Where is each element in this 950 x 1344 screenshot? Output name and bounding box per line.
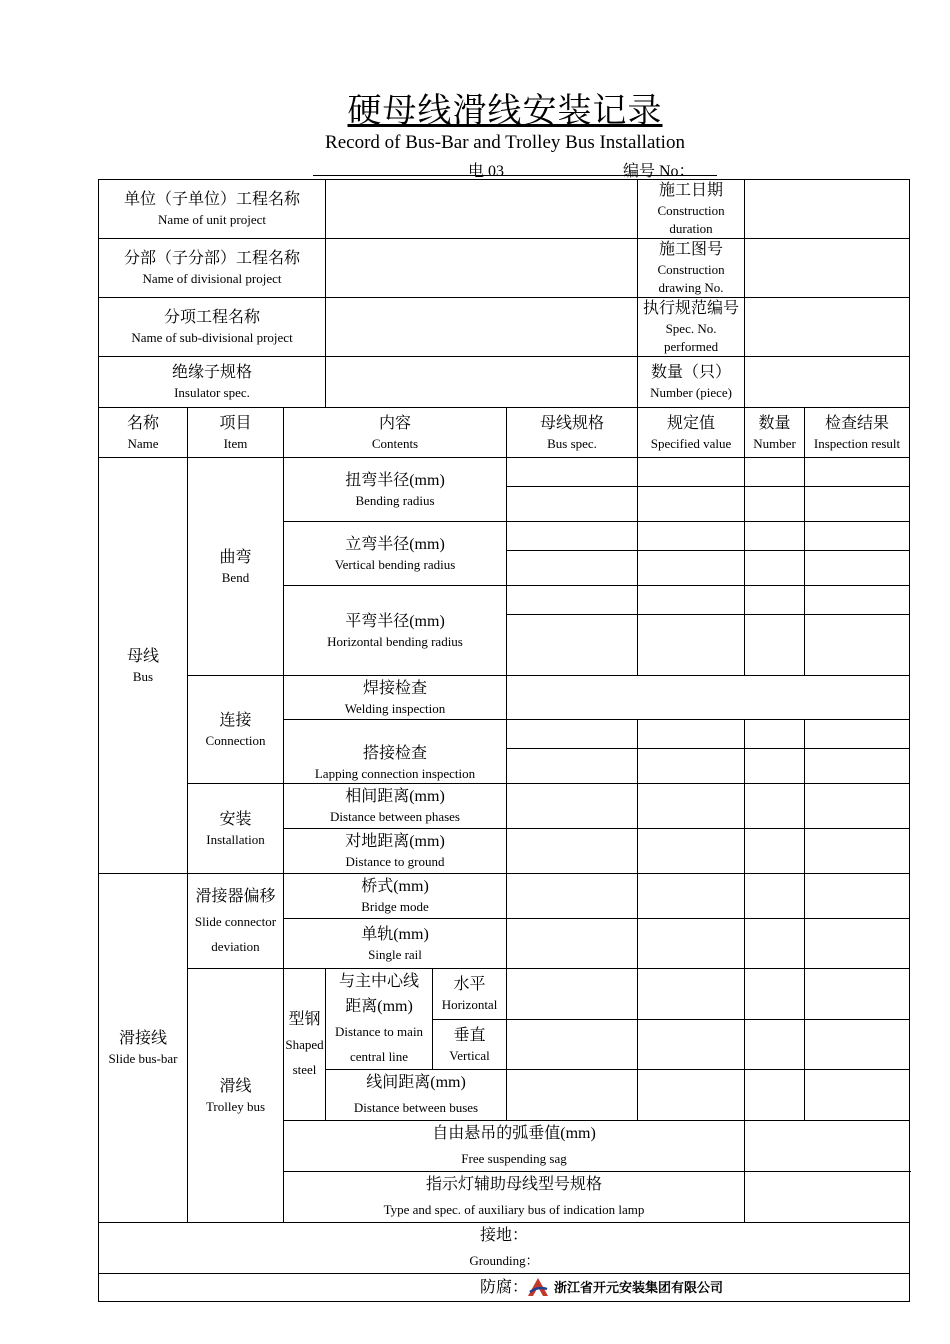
trolley-item-label: 滑线 Trolley bus [188, 969, 284, 1223]
spec-no-field[interactable] [745, 298, 910, 357]
col-inspection-result: 检查结果 Inspection result [805, 408, 910, 458]
data-cell[interactable] [638, 586, 745, 615]
info-row [99, 239, 910, 298]
table-row [99, 784, 910, 829]
data-cell[interactable] [507, 522, 638, 551]
shaped-steel-label: 型钢 Shaped steel [284, 969, 326, 1121]
data-cell[interactable] [805, 919, 910, 969]
divisional-project-label: 分部（子分部）工程名称 Name of divisional project [99, 239, 326, 298]
spec-no-label: 执行规范编号 Spec. No. performed [638, 298, 745, 357]
connection-item-label: 连接 Connection [188, 676, 284, 784]
phase-distance-label: 相间距离(mm) Distance between phases [284, 784, 507, 829]
data-cell[interactable] [507, 874, 638, 919]
data-cell[interactable] [638, 969, 745, 1020]
data-cell[interactable] [638, 458, 745, 487]
data-cell[interactable] [805, 1070, 910, 1121]
free-sag-field[interactable] [745, 1121, 910, 1172]
welding-inspection-label: 焊接检查 Welding inspection [284, 676, 507, 720]
data-cell[interactable] [805, 969, 910, 1020]
anticorrosion-row [99, 1274, 910, 1302]
installation-item-label: 安装 Installation [188, 784, 284, 874]
slide-deviation-label: 滑接器偏移 Slide connector deviation [188, 874, 284, 969]
data-cell[interactable] [805, 720, 910, 749]
lapping-inspection-label: 搭接检查 Lapping connection inspection [284, 720, 507, 784]
data-cell[interactable] [638, 551, 745, 586]
data-cell[interactable] [507, 1070, 638, 1121]
data-cell[interactable] [507, 829, 638, 874]
data-cell[interactable] [745, 1020, 805, 1070]
record-table [98, 179, 910, 1302]
table-row [99, 874, 910, 919]
data-cell[interactable] [745, 458, 805, 487]
data-cell[interactable] [507, 458, 638, 487]
data-cell[interactable] [638, 615, 745, 676]
grounding-row [99, 1223, 910, 1274]
page-subtitle: Record of Bus-Bar and Trolley Bus Installation [325, 132, 685, 153]
data-cell[interactable] [507, 551, 638, 586]
main-center-distance-label: 与主中心线 距离(mm) Distance to main central line [326, 969, 433, 1070]
insulator-spec-label: 绝缘子规格 Insulator spec. [99, 357, 326, 408]
data-cell[interactable] [638, 829, 745, 874]
data-cell[interactable] [507, 615, 638, 676]
data-cell[interactable] [638, 919, 745, 969]
data-cell[interactable] [638, 749, 745, 784]
vertical-label: 垂直 Vertical [433, 1020, 507, 1070]
data-cell[interactable] [745, 487, 805, 522]
bend-item-label: 曲弯 Bend [188, 458, 284, 676]
data-cell[interactable] [638, 487, 745, 522]
data-cell[interactable] [745, 919, 805, 969]
table-row [99, 676, 910, 720]
data-cell[interactable] [805, 874, 910, 919]
data-cell[interactable] [507, 720, 638, 749]
data-cell[interactable] [638, 522, 745, 551]
page-title: 硬母线滑线安装记录 [347, 91, 663, 131]
indicator-lamp-field[interactable] [745, 1172, 910, 1223]
vertical-bending-radius-label: 立弯半径(mm) Vertical bending radius [284, 522, 507, 586]
bending-radius-label: 扭弯半径(mm) Bending radius [284, 458, 507, 522]
indicator-lamp-label: 指示灯辅助母线型号规格 Type and spec. of auxiliary bus of indication lamp [284, 1172, 745, 1223]
data-cell[interactable] [805, 1020, 910, 1070]
data-cell[interactable] [805, 784, 910, 829]
divisional-project-field[interactable] [326, 239, 638, 298]
anticorrosion-field[interactable]: 防腐： [99, 1274, 910, 1302]
construction-duration-label: 施工日期 Construction duration [638, 180, 745, 239]
col-item: 项目 Item [188, 408, 284, 458]
data-cell[interactable] [507, 487, 638, 522]
unit-project-field[interactable] [326, 180, 638, 239]
free-sag-label: 自由悬吊的弧垂值(mm) Free suspending sag [284, 1121, 745, 1172]
insulator-spec-field[interactable] [326, 357, 638, 408]
number-label: 编号 No： [623, 163, 695, 180]
data-cell[interactable] [805, 615, 910, 676]
table-row [99, 458, 910, 487]
col-contents: 内容 Contents [284, 408, 507, 458]
data-cell[interactable] [805, 749, 910, 784]
data-cell[interactable] [745, 551, 805, 586]
drawing-no-label: 施工图号 Construction drawing No. [638, 239, 745, 298]
col-number: 数量 Number [745, 408, 805, 458]
ground-distance-label: 对地距离(mm) Distance to ground [284, 829, 507, 874]
quantity-field[interactable] [745, 357, 910, 408]
slide-section-label: 滑接线 Slide bus-bar [99, 874, 188, 1223]
data-cell[interactable] [638, 1070, 745, 1121]
data-cell[interactable] [507, 586, 638, 615]
data-cell[interactable] [638, 874, 745, 919]
info-row [99, 357, 910, 408]
unit-project-label: 单位（子单位）工程名称 Name of unit project [99, 180, 326, 239]
col-name: 名称 Name [99, 408, 188, 458]
data-cell[interactable] [745, 874, 805, 919]
sub-divisional-project-label: 分项工程名称 Name of sub-divisional project [99, 298, 326, 357]
data-cell[interactable] [805, 586, 910, 615]
data-cell[interactable] [745, 586, 805, 615]
bus-distance-label: 线间距离(mm) Distance between buses [326, 1070, 507, 1121]
welding-inspection-field[interactable] [507, 676, 910, 720]
code-line [313, 158, 717, 180]
column-header-row [99, 408, 910, 458]
company-logo-icon [526, 1276, 550, 1298]
col-bus-spec: 母线规格 Bus spec. [507, 408, 638, 458]
data-cell[interactable] [805, 487, 910, 522]
single-rail-label: 单轨(mm) Single rail [284, 919, 507, 969]
info-row [99, 298, 910, 357]
data-cell[interactable] [507, 749, 638, 784]
sub-divisional-project-field[interactable] [326, 298, 638, 357]
data-cell[interactable] [745, 829, 805, 874]
data-cell[interactable] [638, 1020, 745, 1070]
horizontal-label: 水平 Horizontal [433, 969, 507, 1020]
data-cell[interactable] [745, 522, 805, 551]
horizontal-bending-radius-label: 平弯半径(mm) Horizontal bending radius [284, 586, 507, 676]
data-cell[interactable] [745, 749, 805, 784]
col-specified-value: 规定值 Specified value [638, 408, 745, 458]
company-name: 浙江省开元安装集团有限公司 [554, 1281, 724, 1296]
table-row [99, 969, 910, 1020]
data-cell[interactable] [745, 1070, 805, 1121]
data-cell[interactable] [507, 784, 638, 829]
data-cell[interactable] [507, 969, 638, 1020]
data-cell[interactable] [745, 615, 805, 676]
data-cell[interactable] [805, 551, 910, 586]
construction-duration-field[interactable] [745, 180, 910, 239]
data-cell[interactable] [638, 784, 745, 829]
data-cell[interactable] [507, 919, 638, 969]
data-cell[interactable] [745, 720, 805, 749]
data-cell[interactable] [805, 458, 910, 487]
drawing-no-field[interactable] [745, 239, 910, 298]
info-row [99, 180, 910, 239]
data-cell[interactable] [745, 784, 805, 829]
data-cell[interactable] [507, 1020, 638, 1070]
form-code: 电 03 [468, 163, 505, 180]
data-cell[interactable] [745, 969, 805, 1020]
quantity-label: 数量（只） Number (piece) [638, 357, 745, 408]
data-cell[interactable] [805, 829, 910, 874]
data-cell[interactable] [805, 522, 910, 551]
data-cell[interactable] [638, 720, 745, 749]
grounding-field[interactable]: 接地： Grounding： [99, 1223, 910, 1274]
bus-section-label: 母线 Bus [99, 458, 188, 874]
bridge-mode-label: 桥式(mm) Bridge mode [284, 874, 507, 919]
